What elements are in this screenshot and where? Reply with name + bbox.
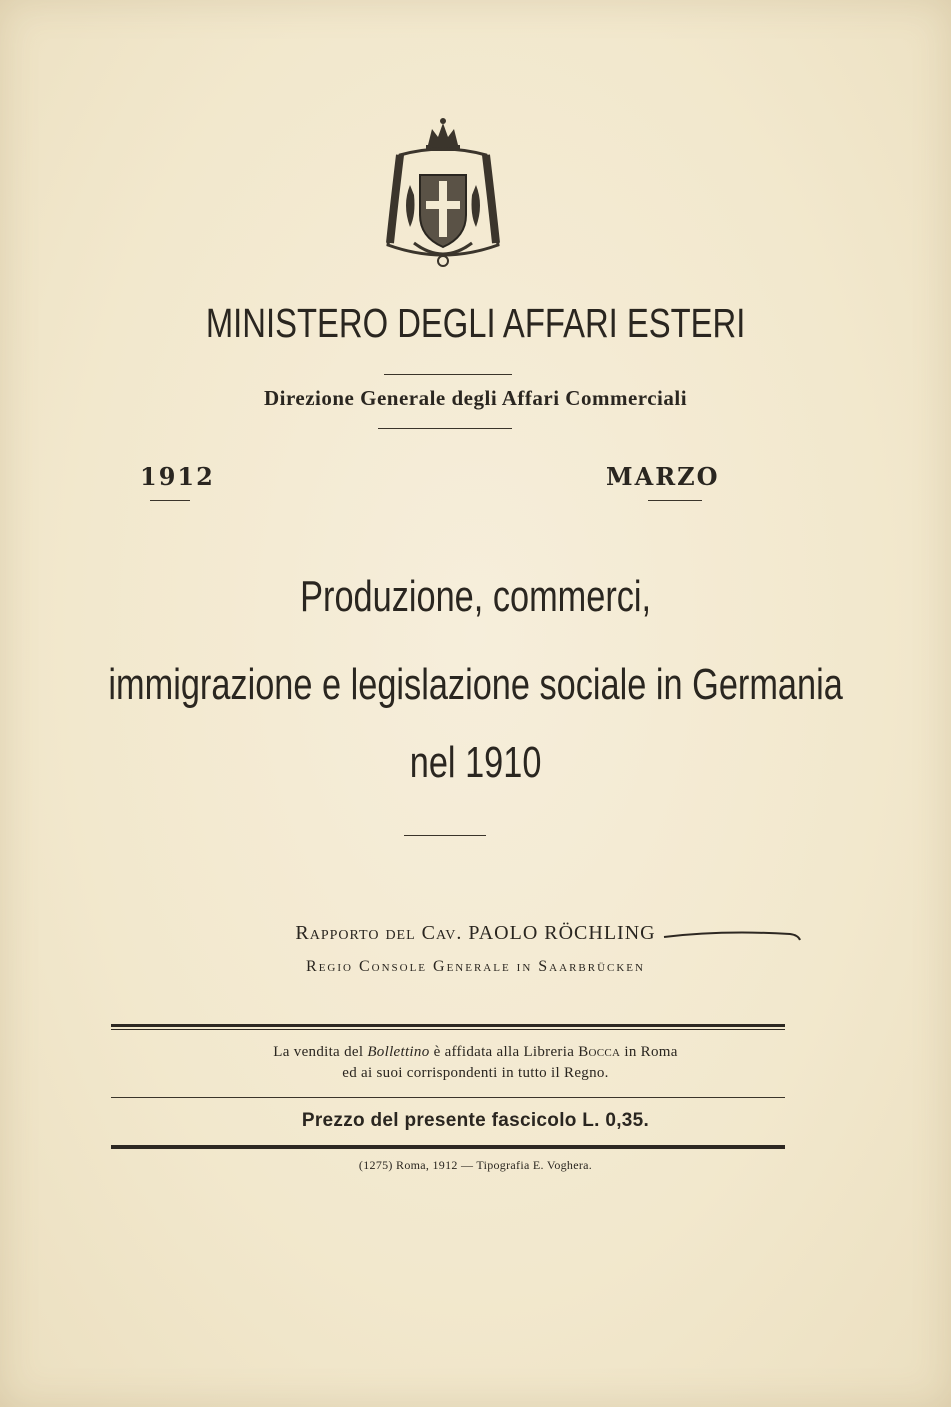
- author-role: Regio Console Generale in Saarbrücken: [306, 958, 645, 975]
- issue-month: MARZO: [606, 462, 720, 491]
- divider-title: [404, 835, 486, 836]
- sales-notice-line-1: [0, 1042, 951, 1063]
- notice-text-b: è affidata alla Libreria: [429, 1044, 579, 1060]
- price-line: Prezzo del presente fascicolo L. 0,35.: [301, 1110, 650, 1131]
- report-author-line: [0, 922, 951, 945]
- notice-bocca: Bocca: [578, 1044, 621, 1060]
- author-name: PAOLO RÖCHLING: [468, 922, 656, 944]
- double-rule-1: [111, 1024, 785, 1030]
- title-line-1: Produzione, commerci,: [300, 572, 652, 621]
- title-line-3: nel 1910: [409, 738, 542, 787]
- double-rule-2: [111, 1145, 785, 1149]
- savoy-coat-of-arms-icon: [380, 115, 506, 275]
- ministry-title: MINISTERO DEGLI AFFARI ESTERI: [205, 300, 746, 346]
- divider-mid: [378, 428, 512, 429]
- year-dash: [150, 500, 190, 501]
- divider-top: [384, 374, 512, 375]
- month-dash: [648, 500, 702, 501]
- single-rule: [111, 1097, 785, 1098]
- notice-text-c: in Roma: [620, 1044, 678, 1060]
- direzione-subtitle: Direzione Generale degli Affari Commerciali: [263, 386, 688, 410]
- report-prefix: Rapporto del Cav.: [295, 922, 463, 944]
- notice-bollettino: Bollettino: [367, 1044, 430, 1060]
- title-line-2: immigrazione e legislazione sociale in Germania: [108, 660, 843, 709]
- sales-notice: [0, 1042, 951, 1084]
- notice-text-a: La vendita del: [273, 1044, 368, 1060]
- imprint-line: (1275) Roma, 1912 — Tipografia E. Voghera.: [358, 1158, 593, 1172]
- sales-notice-line-2: ed ai suoi corrispondenti in tutto il Regno.: [342, 1065, 609, 1081]
- issue-year: 1912: [140, 462, 215, 491]
- flourish-ornament: [662, 928, 802, 942]
